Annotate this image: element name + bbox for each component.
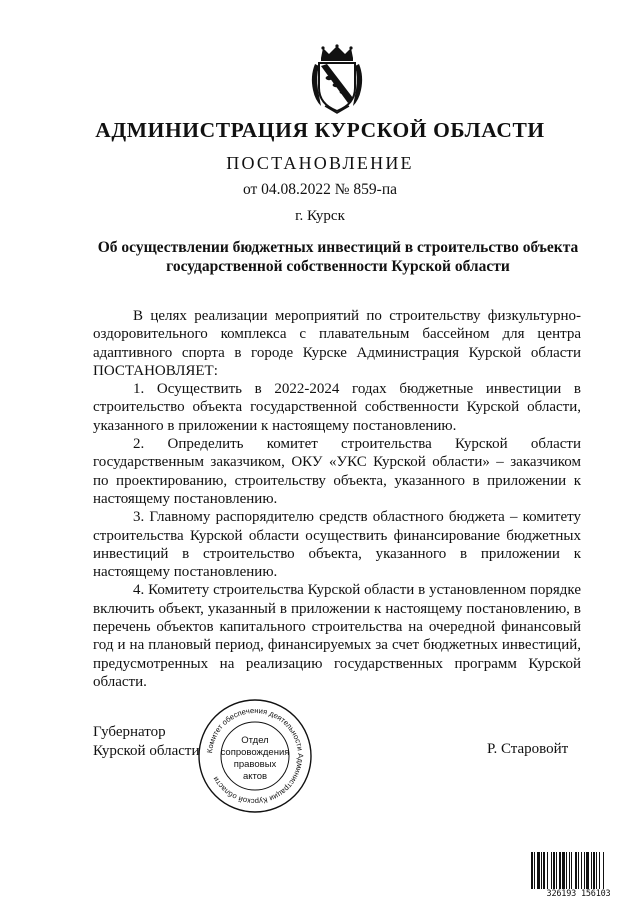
kursk-coat-of-arms-icon bbox=[309, 44, 365, 114]
signatory-position bbox=[93, 723, 199, 761]
document-type: ПОСТАНОВЛЕНИЕ bbox=[226, 153, 414, 173]
signatory-position-line1: Губернатор bbox=[93, 724, 166, 740]
organization-name: АДМИНИСТРАЦИЯ КУРСКОЙ ОБЛАСТИ bbox=[95, 118, 545, 142]
stamp-line-3: правовых bbox=[233, 759, 277, 770]
signatory-position-line2: Курской области bbox=[93, 743, 200, 759]
stamp-line-4: актов bbox=[242, 771, 268, 782]
document-city: г. Курск bbox=[295, 208, 345, 224]
paragraph-item-2: 2. Определить комитет строительства Курской области государственным заказчиком, ОКУ «УКС Курской области» – заказчиком по проектированию, строительству объекта, указанного в приложении к настоящему постановлению. bbox=[93, 436, 581, 507]
approval-stamp bbox=[196, 697, 314, 815]
preamble-paragraph: В целях реализации мероприятий по строительству физкультурно-оздоровительного комплекса с плавательным бассейном для центра адаптивного спорта в городе Курске Администрация Курской области ПОСТАНОВЛЯЕТ: bbox=[93, 308, 581, 379]
paragraph-item-1: 1. Осуществить в 2022-2024 годах бюджетные инвестиции в строительство объекта государственной собственности Курской области, указанного в приложении к настоящему постановлению. bbox=[93, 381, 581, 434]
barcode-number: 326193 156103 bbox=[531, 889, 626, 899]
signatory-name: Р. Старовойт bbox=[487, 741, 569, 757]
stamp-line-1: Отдел bbox=[241, 735, 269, 746]
paragraph-item-3: 3. Главному распорядителю средств областного бюджета – комитету строительства Курской области осуществить финансирование бюджетных инвестиций в строительство объекта, указанного в приложении к настоящему постановлению. bbox=[93, 509, 581, 581]
document-date-number: от 04.08.2022 № 859-па bbox=[242, 181, 398, 198]
paragraph-item-4: 4. Комитету строительства Курской области в установленном порядке включить объект, указанный в приложении к настоящему постановлению, в перечень объектов капитального строительства на очередной финансовый год и на плановый период, финансируемых за счет бюджетных инвестиций, предусмотренных на реализацию государственных программ Курской области. bbox=[93, 582, 581, 690]
stamp-line-2: сопровождения bbox=[220, 747, 290, 758]
barcode-icon bbox=[531, 852, 626, 890]
document-body bbox=[93, 307, 581, 691]
document-title: Об осуществлении бюджетных инвестиций в строительство объекта государственной собственности Курской области bbox=[97, 239, 579, 275]
stamp-ring-text: Комитет обеспечения деятельности Администрации Курской области bbox=[205, 705, 306, 807]
document-barcode bbox=[531, 852, 626, 899]
